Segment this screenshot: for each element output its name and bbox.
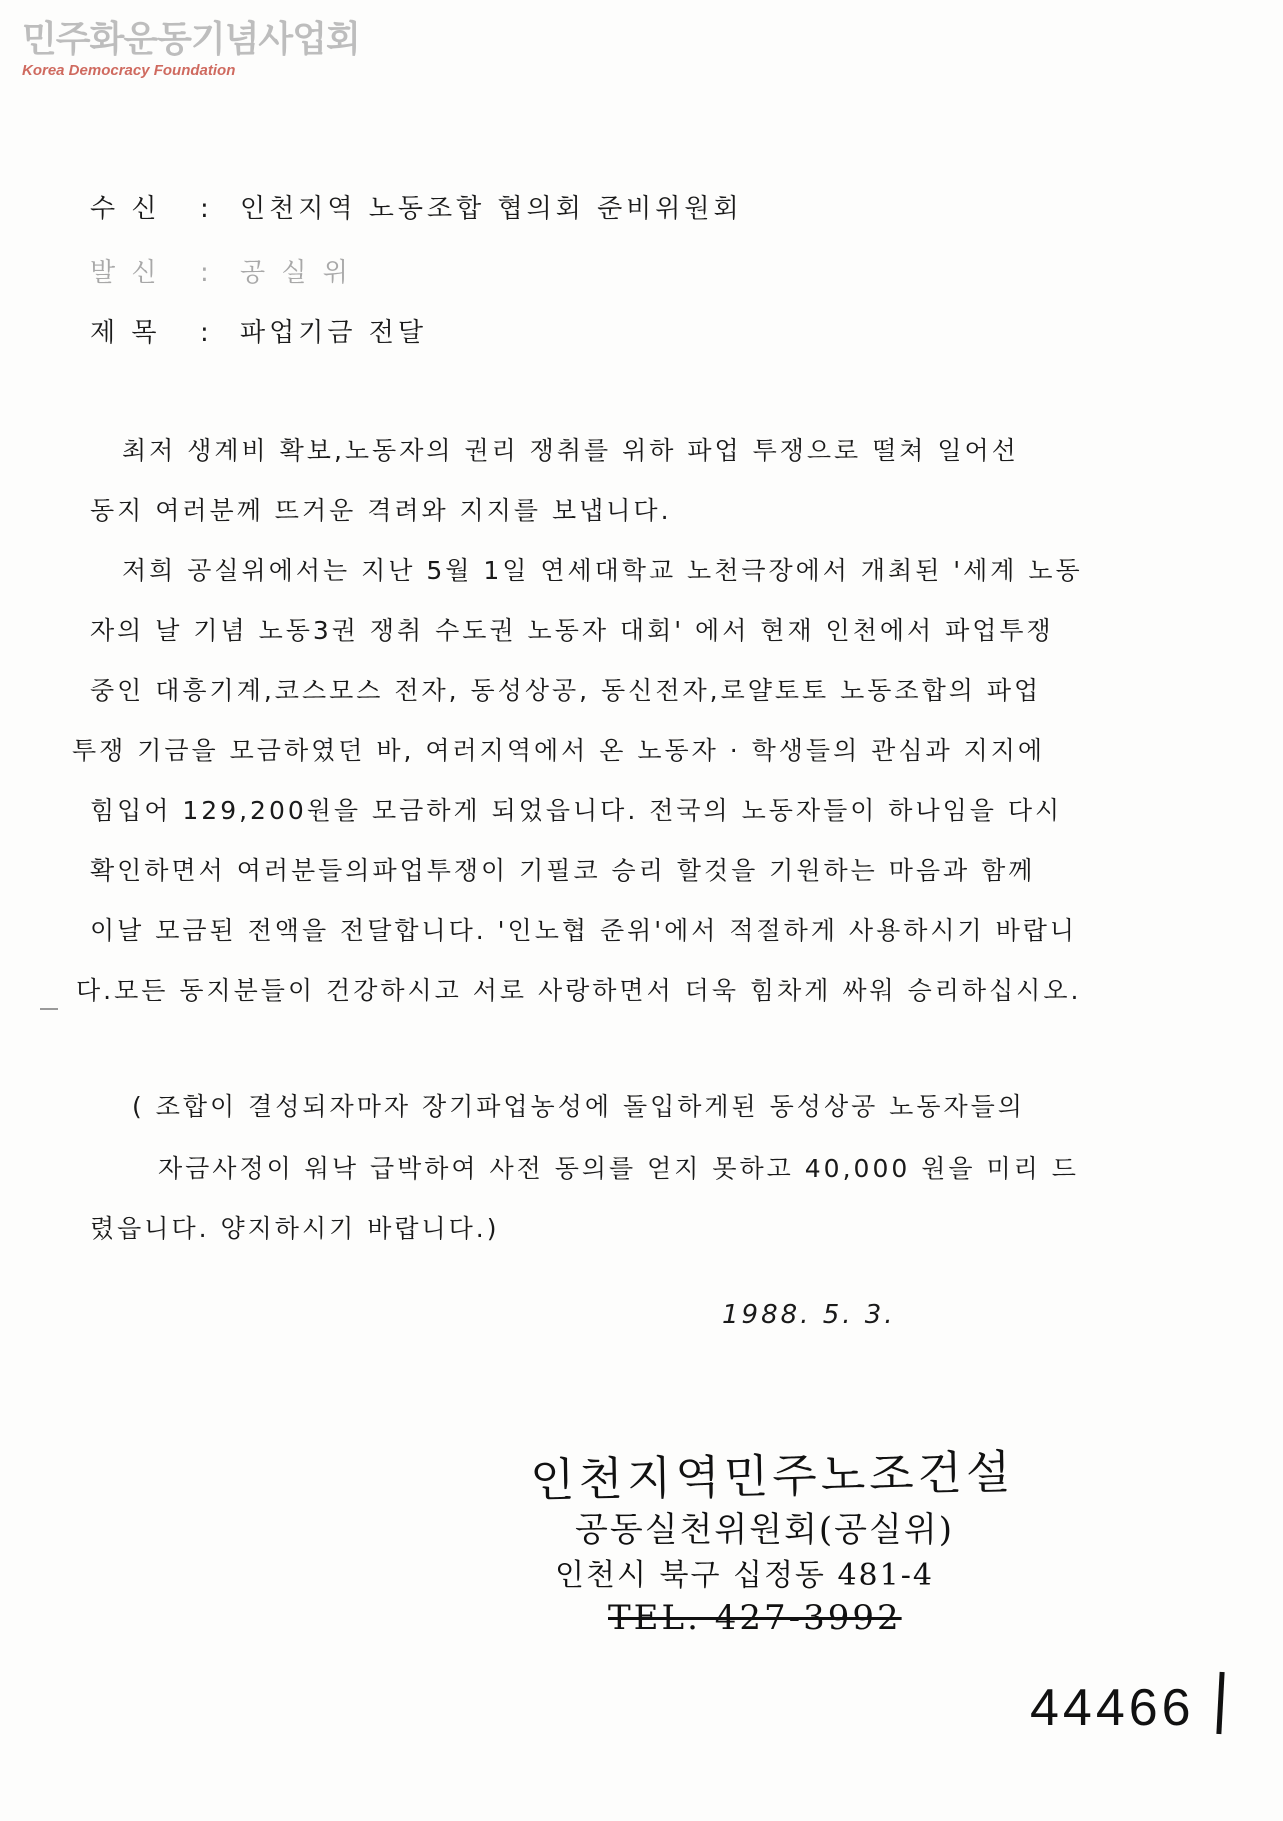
body-line: 힘입어 129,200원을 모금하게 되었읍니다. 전국의 노동자들이 하나임을 다시 <box>90 796 1063 825</box>
sender-colon: : <box>200 258 213 288</box>
body-line: 최저 생계비 확보,노동자의 권리 쟁취를 위하 파업 투쟁으로 떨쳐 일어선 <box>122 436 1019 465</box>
note-line: 렸읍니다. 양지하시기 바랍니다.) <box>90 1214 500 1243</box>
body-line: 동지 여러분께 뜨거운 격려와 지지를 보냅니다. <box>90 496 672 525</box>
watermark <box>22 18 360 80</box>
subject-field <box>90 316 427 350</box>
signature-address: 인천시 북구 십정동 481-4 <box>555 1558 934 1593</box>
subject-label: 제 목 <box>90 318 161 348</box>
body-line: 이날 모금된 전액을 전달합니다. '인노협 준위'에서 적절하게 사용하시기 바랍니 <box>90 916 1078 945</box>
sender-label: 발 신 <box>90 258 161 288</box>
note-line: 자금사정이 워낙 급박하여 사전 동의를 얻지 못하고 40,000 원을 미리 드 <box>158 1154 1079 1183</box>
body-line: 확인하면서 여러분들의파업투쟁이 기필코 승리 할것을 기원하는 마음과 함께 <box>90 856 1036 885</box>
signature-organization: 인천지역민주노조건설 <box>529 1444 1015 1508</box>
sender-value: 공 실 위 <box>240 258 352 288</box>
subject-colon: : <box>200 318 213 348</box>
archive-number-mark <box>1216 1672 1224 1734</box>
signature-committee: 공동실천위원회(공실위) <box>575 1510 954 1550</box>
watermark-korean: 민주화운동기념사업회 <box>22 19 360 60</box>
recipient-field <box>90 192 743 226</box>
note-line: ( 조합이 결성되자마자 장기파업농성에 돌입하게된 동성상공 노동자들의 <box>132 1092 1025 1121</box>
document-date: 1988. 5. 3. <box>722 1300 896 1330</box>
recipient-colon: : <box>200 194 213 224</box>
subject-value: 파업기금 전달 <box>240 318 427 348</box>
body-line: 다.모든 동지분들이 건강하시고 서로 사랑하면서 더욱 힘차게 싸워 승리하십시오. <box>76 976 1082 1005</box>
scan-mark <box>40 1008 58 1010</box>
watermark-english: Korea Democracy Foundation <box>22 62 236 79</box>
signature-phone: TEL. 427-3992 <box>608 1598 902 1638</box>
body-line: 저희 공실위에서는 지난 5월 1일 연세대학교 노천극장에서 개최된 '세계 노동 <box>122 556 1083 585</box>
archive-number: 44466 <box>1030 1679 1195 1737</box>
recipient-value: 인천지역 노동조합 협의회 준비위원회 <box>240 194 743 224</box>
recipient-label: 수 신 <box>90 194 161 224</box>
body-line: 투쟁 기금을 모금하였던 바, 여러지역에서 온 노동자 · 학생들의 관심과 지지에 <box>72 736 1046 765</box>
body-line: 중인 대흥기계,코스모스 전자, 동성상공, 동신전자,로얄토토 노동조합의 파업 <box>90 676 1042 705</box>
body-line: 자의 날 기념 노동3권 쟁취 수도권 노동자 대회' 에서 현재 인천에서 파업투쟁 <box>90 616 1054 645</box>
sender-field <box>90 256 352 290</box>
